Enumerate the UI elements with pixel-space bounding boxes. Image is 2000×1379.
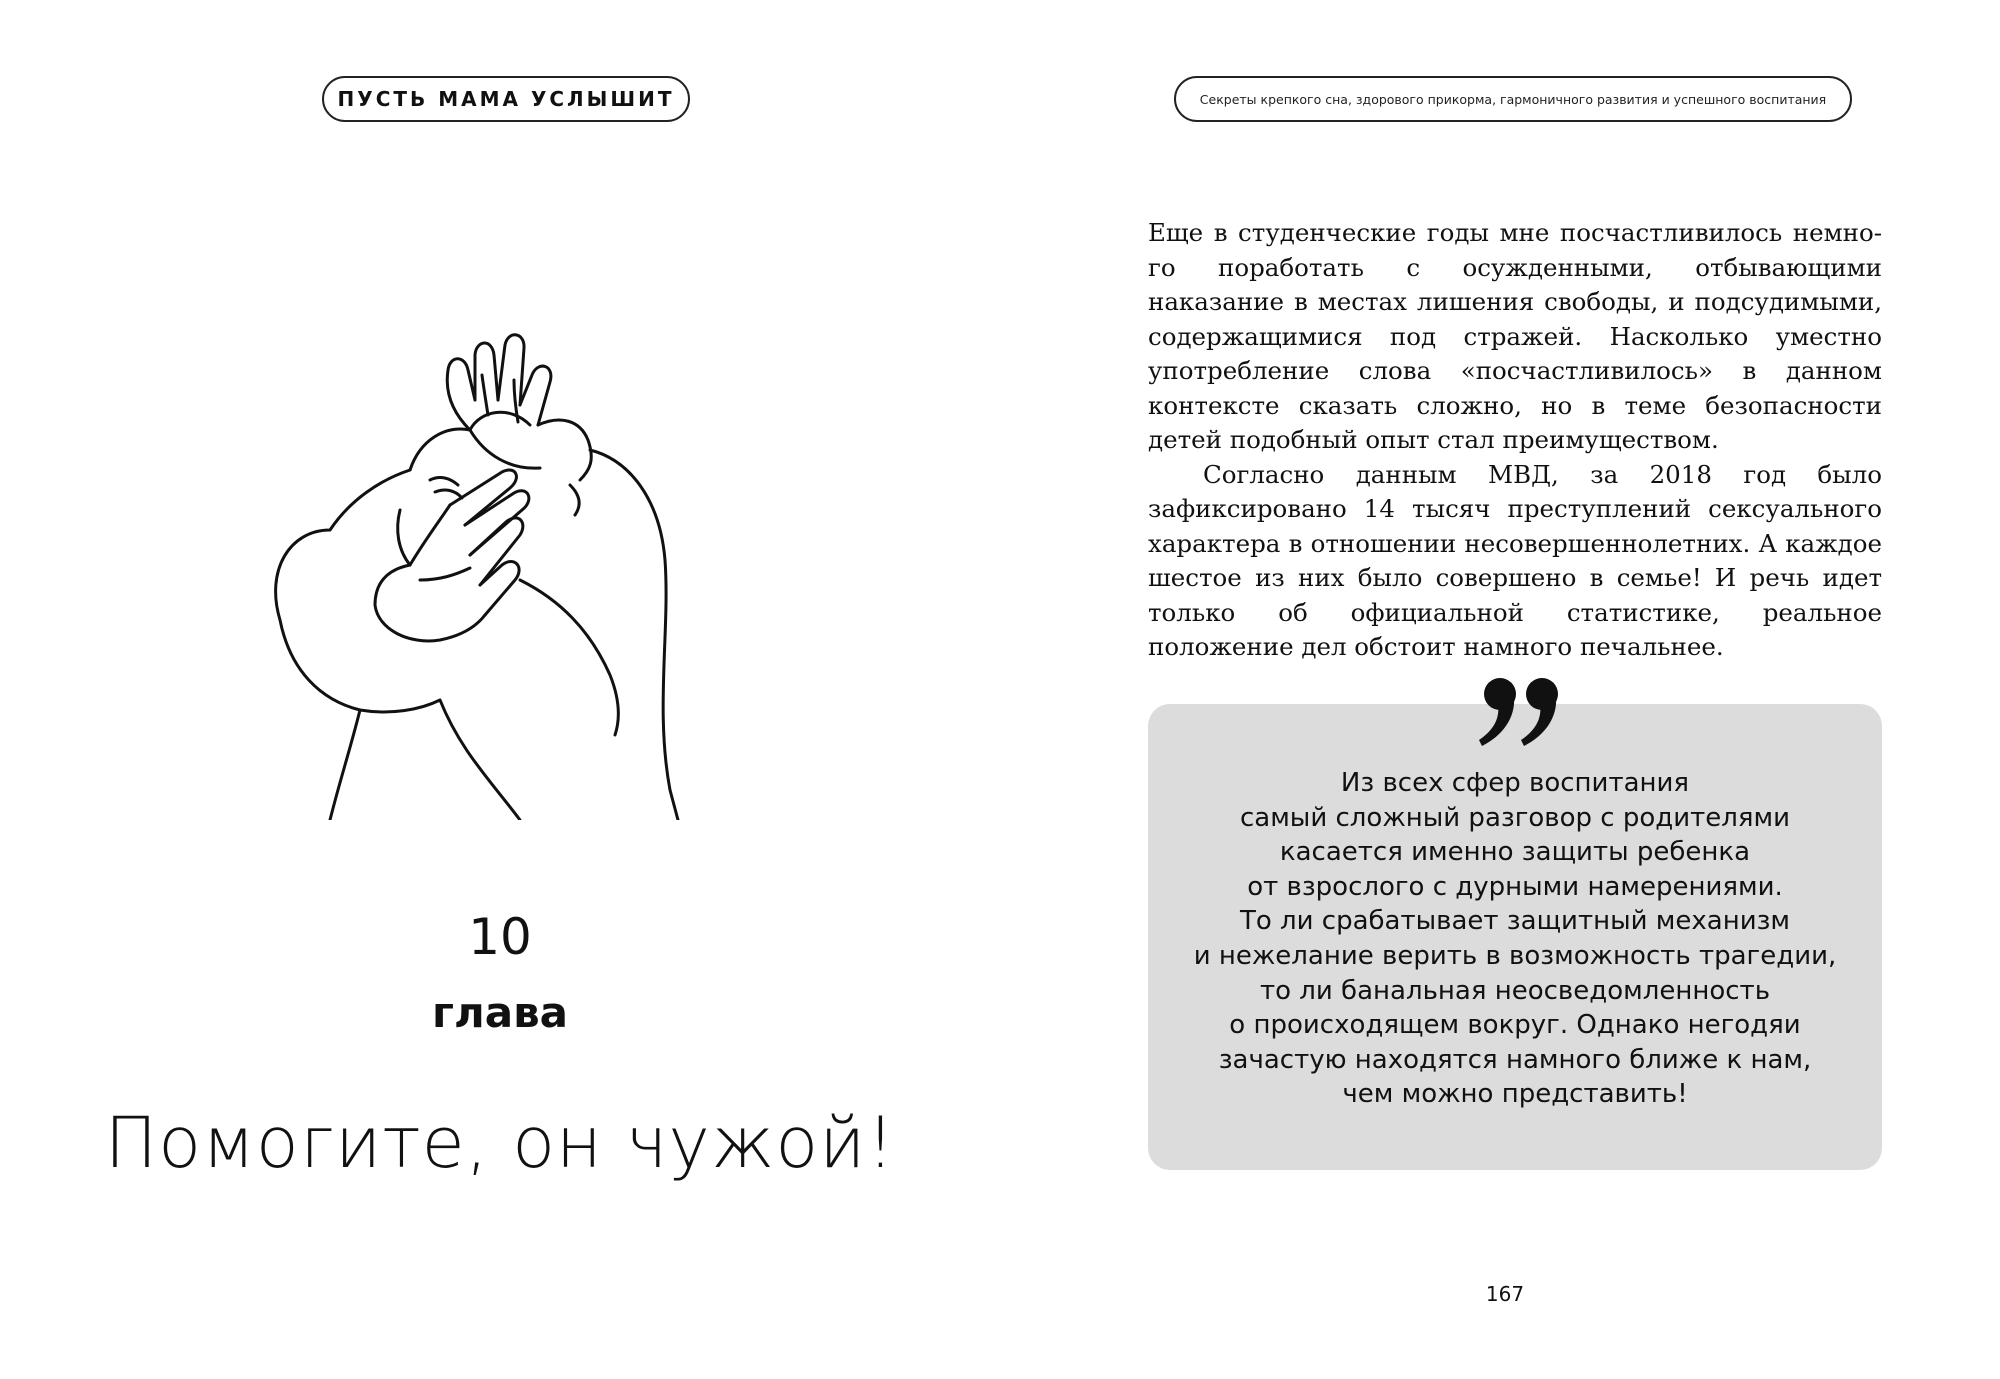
quote-line: То ли срабатывает защитный механизм [1239, 906, 1791, 937]
chapter-number: 10 [468, 908, 532, 966]
running-head-right: Секреты крепкого сна, здорового прикорма, гармоничного развития и успешного воспитания [1174, 76, 1852, 122]
covering-eyes-hands-drawing [270, 330, 700, 820]
quote-line: о происходящем вокруг. Однако негодяи [1229, 1010, 1801, 1041]
quote-line: касается именно защиты ребенка [1279, 837, 1751, 868]
quote-line: самый сложный разговор с родителями [1239, 802, 1791, 833]
quote-line: зачастую находятся намного ближе к нам, [1218, 1044, 1812, 1075]
running-head-left: ПУСТЬ МАМА УСЛЫШИТ [322, 76, 690, 122]
paragraph: Согласно данным МВД, за 2018 год было зафиксировано 14 тысяч преступлений сексуального характера в отношении несовершеннолетних. А каждое шестое из них было совершено в семье! И речь идет только об официальной статистике, реальное положение дел обстоит намного печальнее. [1148, 459, 1882, 661]
page-number: 167 [1485, 1282, 1525, 1306]
quote-line: от взрослого с дурными намерениями. [1247, 871, 1783, 902]
paragraph: Еще в студенческие годы мне посчастливилось немного поработать с осужденными, отбывающими наказание в местах лишения свободы, и подсудимыми, содержащимися под стражей. Насколько уместно употребление слова «посчастливилось» в данном контексте сказать сложно, но в теме безопасности детей подобный опыт стал преимуществом. [1148, 218, 1882, 454]
quote-line: чем можно представить! [1342, 1079, 1688, 1110]
chapter-label: глава [432, 988, 568, 1037]
right-page [1000, 0, 2000, 1379]
chapter-title: Помогите, он чужой! [104, 1102, 896, 1184]
pull-quote-box [1148, 704, 1882, 1170]
body-text [1148, 216, 1882, 665]
quotation-mark-icon [1470, 670, 1570, 750]
quote-line: и нежелание верить в возможность трагедии, [1193, 940, 1837, 971]
quote-line: Из всех сфер воспитания [1340, 768, 1690, 798]
quote-line: то ли банальная неосведомленность [1259, 975, 1771, 1006]
